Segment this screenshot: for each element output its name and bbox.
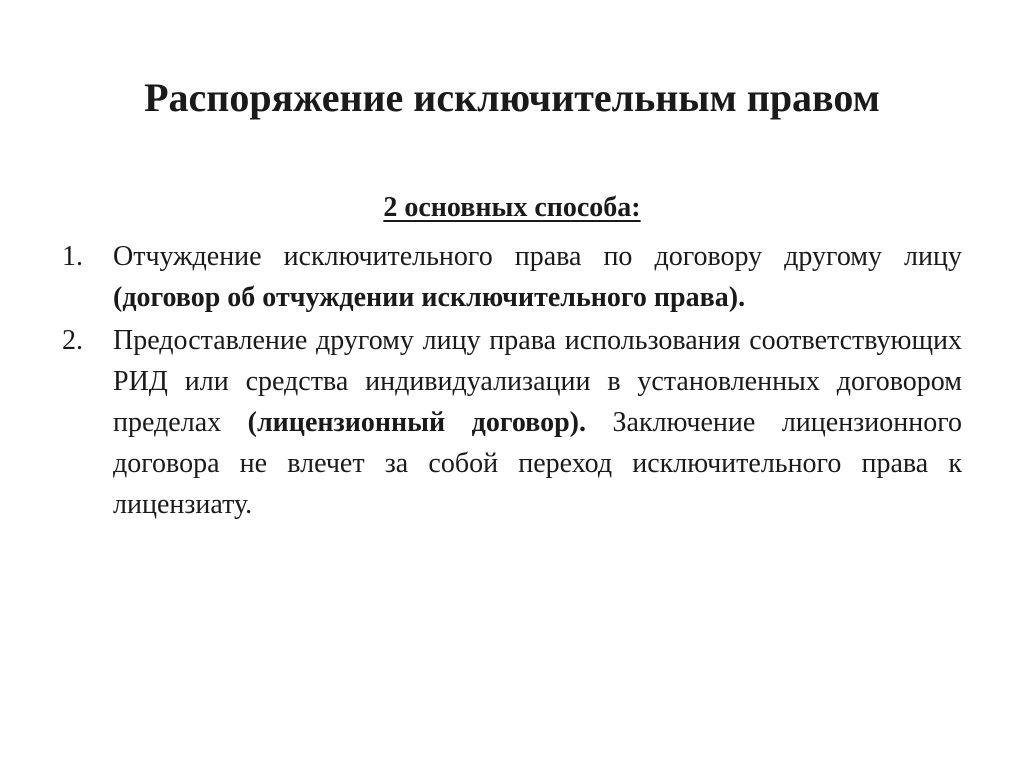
item-text-bold: (лицензионный договор). [247,407,586,438]
list-item-text [113,320,962,525]
item-text-regular: Предоставление другому лицу права использования соответствующих РИД или средства индивидуализации в установленных договором пределах [113,325,962,438]
list-item-text [113,236,962,318]
slide-subtitle [0,188,1024,228]
item-text-regular-2: Заключение лицензионного договора не влечет за собой переход исключительного права к лицензиату. [113,407,962,520]
slide-title: Распоряжение исключительным правом [144,75,880,120]
item-text-regular: Отчуждение исключительного права по договору другому лицу [113,241,962,272]
list-item-number: 2. [62,325,83,356]
item-text-bold: (договор об отчуждении исключительного права). [113,282,746,313]
list-item-number: 1. [62,241,83,272]
subtitle-text: 2 основных способа: [383,192,641,223]
list-item [0,236,1024,318]
methods-list [0,236,1024,527]
list-item [0,320,1024,525]
